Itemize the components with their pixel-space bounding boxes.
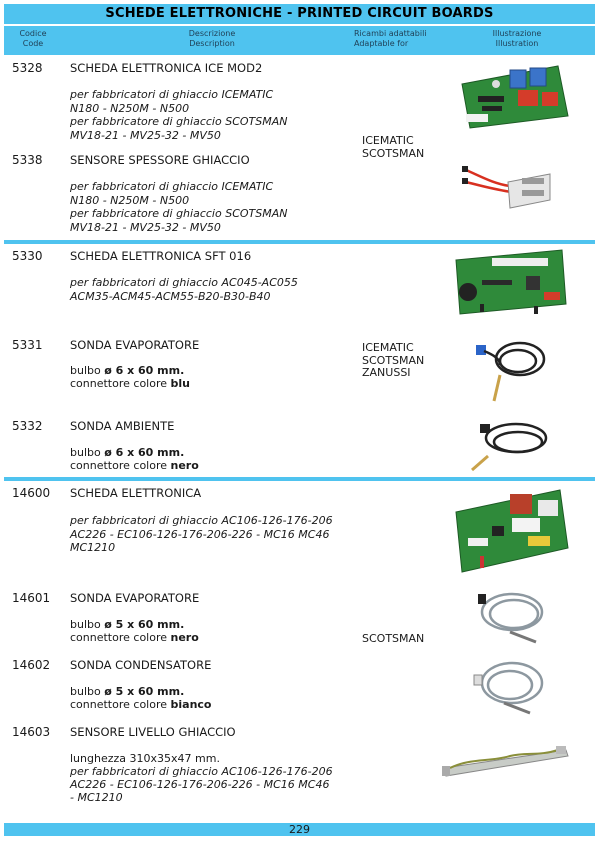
col-code: Codice Code — [19, 29, 47, 48]
item-code: 5331 — [12, 338, 43, 352]
item-name: SCHEDA ELETTRONICA SFT 016 — [70, 249, 252, 263]
item-code: 5330 — [12, 249, 43, 263]
adaptable-for: ICEMATIC SCOTSMAN ZANUSSI — [362, 341, 425, 379]
item-name: SCHEDA ELETTRONICA — [70, 486, 202, 500]
section-divider — [4, 477, 595, 481]
item-spec: bulbo ø 5 x 60 mm. connettore colore nero — [70, 618, 199, 644]
item-name: SONDA EVAPORATORE — [70, 338, 200, 352]
item-description: per fabbricatori di ghiaccio ICEMATIC N180 - N250M - N500 per fabbricatore di ghiaccio SCOTSMAN MV18-21 - MV25-32 - MV50 — [70, 88, 288, 142]
column-header — [4, 26, 595, 55]
page-title: SCHEDE ELETTRONICHE - PRINTED CIRCUIT BOARDS — [4, 4, 595, 24]
pcb-board-image — [452, 486, 572, 576]
pcb-board-image — [458, 62, 570, 130]
item-spec: bulbo ø 6 x 60 mm. connettore colore nero — [70, 446, 199, 472]
item-code: 14603 — [12, 725, 51, 739]
item-code: 5332 — [12, 419, 43, 433]
page-number: 229 — [4, 823, 595, 836]
condenser-probe-image — [468, 655, 548, 717]
col-adaptable: Ricambi adattabili Adaptable for — [354, 29, 427, 48]
item-code: 14602 — [12, 658, 51, 672]
item-name: SONDA EVAPORATORE — [70, 591, 200, 605]
section-divider — [4, 240, 595, 244]
col-description: Descrizione Description — [188, 29, 236, 48]
item-name: SCHEDA ELETTRONICA ICE MOD2 — [70, 61, 263, 75]
evaporator-probe-image — [470, 588, 550, 650]
adaptable-for: SCOTSMAN — [362, 632, 425, 645]
item-description: per fabbricatori di ghiaccio ICEMATIC N180 - N250M - N500 per fabbricatore di ghiaccio SCOTSMAN MV18-21 - MV25-32 - MV50 — [70, 180, 288, 234]
item-code: 14600 — [12, 486, 51, 500]
adaptable-for: ICEMATIC SCOTSMAN — [362, 134, 425, 160]
item-spec: bulbo ø 6 x 60 mm. connettore colore blu — [70, 364, 190, 390]
col-illustration: Illustrazione Illustration — [492, 29, 542, 48]
item-code: 5338 — [12, 153, 43, 167]
item-code: 14601 — [12, 591, 51, 605]
item-name: SONDA CONDENSATORE — [70, 658, 212, 672]
ice-level-sensor-image — [440, 742, 570, 784]
item-description: per fabbricatori di ghiaccio AC106-126-176-206 AC226 - EC106-126-176-206-226 - MC16 MC46 MC1210 — [70, 514, 333, 554]
ice-sensor-image — [460, 160, 552, 215]
item-name: SENSORE LIVELLO GHIACCIO — [70, 725, 236, 739]
item-name: SONDA AMBIENTE — [70, 419, 175, 433]
item-code: 5328 — [12, 61, 43, 75]
item-name: SENSORE SPESSORE GHIACCIO — [70, 153, 250, 167]
evaporator-probe-image — [470, 325, 550, 405]
pcb-board-image — [452, 248, 570, 318]
item-description: lunghezza 310x35x47 mm. per fabbricatori di ghiaccio AC106-126-176-206 AC226 - EC106-126-176-206-226 - MC16 MC46 - MC1210 — [70, 752, 333, 804]
item-spec: bulbo ø 5 x 60 mm. connettore colore bianco — [70, 685, 212, 711]
ambient-probe-image — [466, 412, 556, 474]
item-description: per fabbricatori di ghiaccio AC045-AC055 ACM35-ACM45-ACM55-B20-B30-B40 — [70, 276, 298, 303]
